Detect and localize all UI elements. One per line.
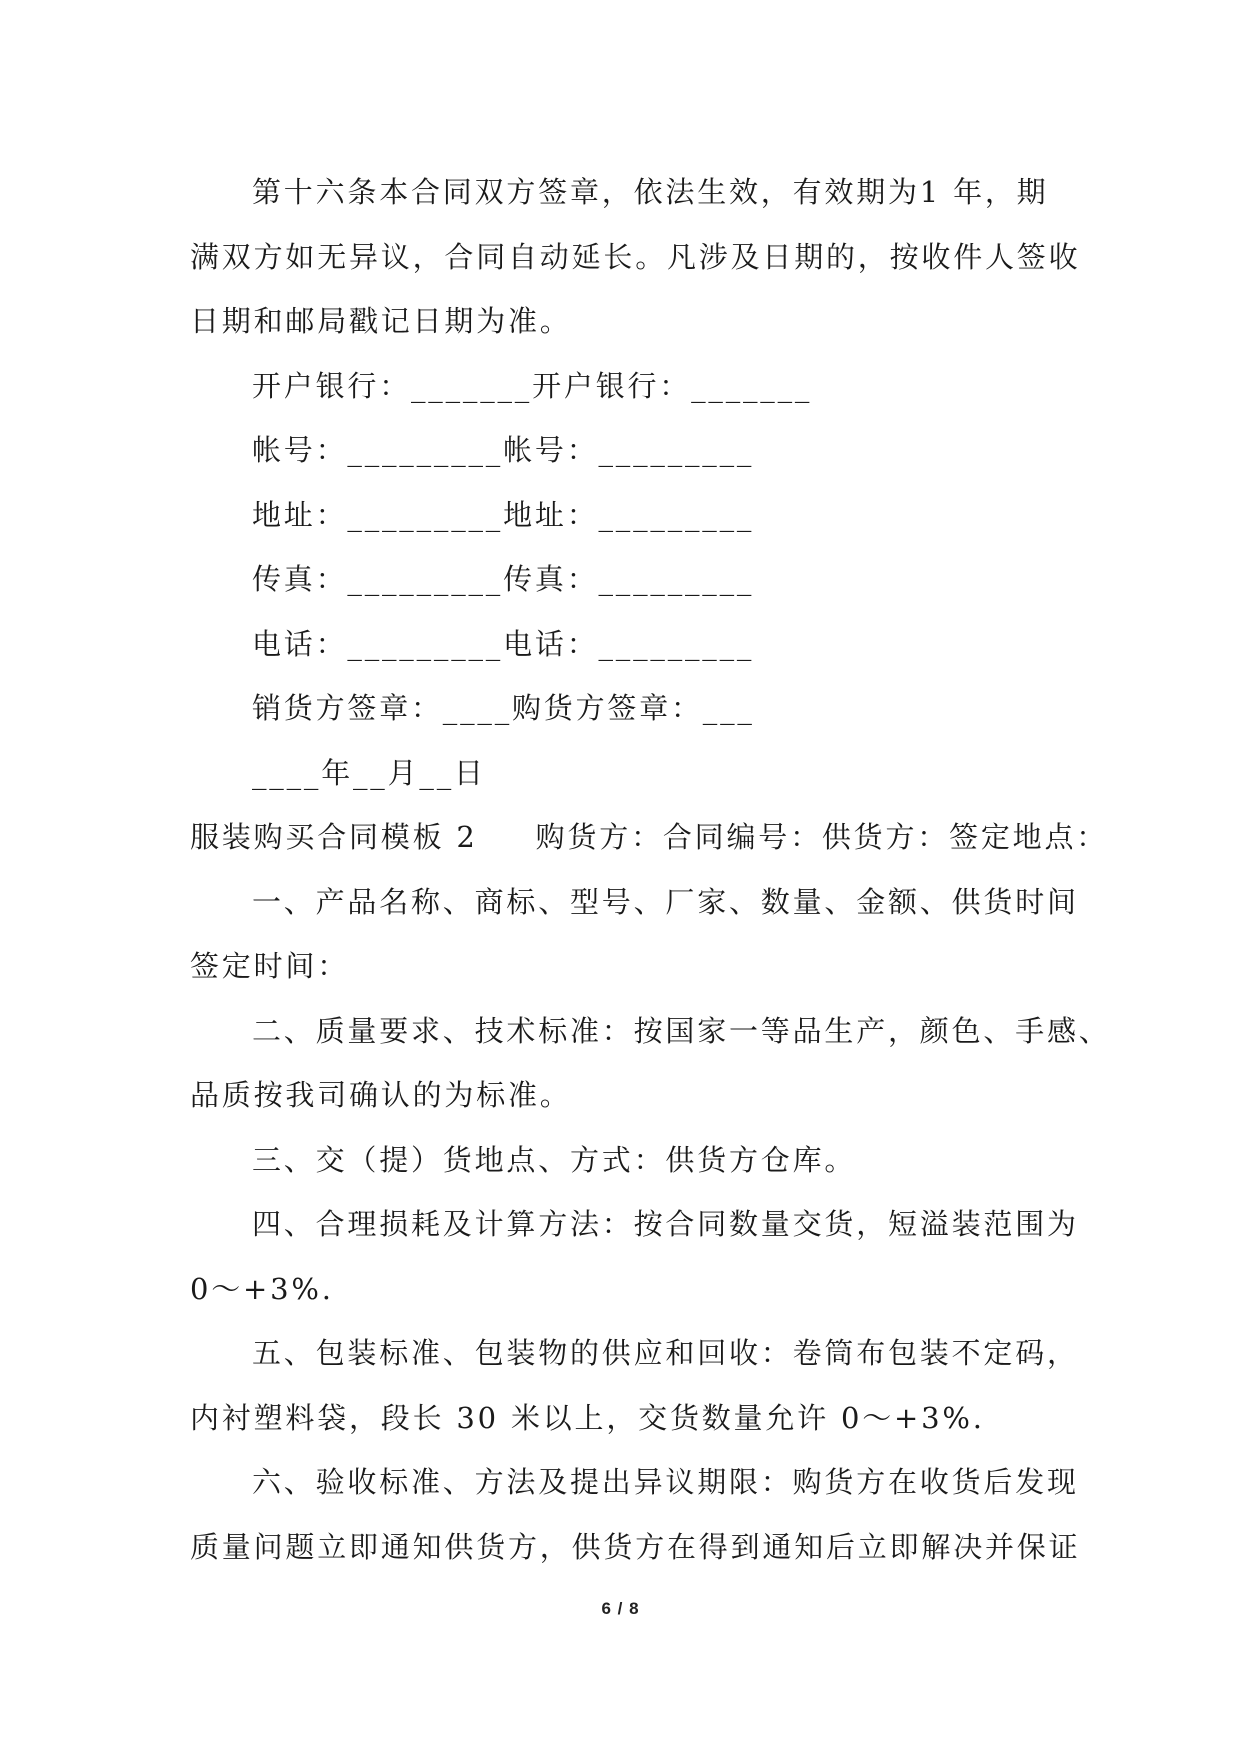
paragraph-line: 一、产品名称、商标、型号、厂家、数量、金额、供货时间 bbox=[252, 884, 1079, 919]
paragraph-line: 签定时间： bbox=[190, 949, 350, 983]
paragraph-line: 内衬塑料袋，段长 30 米以上，交货数量允许 0～+3%. bbox=[190, 1400, 985, 1435]
page-number: 6 / 8 bbox=[601, 1599, 640, 1618]
address-field-line: 地址：_________地址：_________ bbox=[252, 497, 755, 532]
document-body bbox=[190, 160, 1111, 1579]
date-field-line: ____年__月__日 bbox=[252, 755, 486, 790]
paragraph-line: 二、质量要求、技术标准：按国家一等品生产，颜色、手感、 bbox=[252, 1013, 1111, 1048]
paragraph-line: 0～+3%. bbox=[190, 1271, 334, 1306]
paragraph-line: 满双方如无异议，合同自动延长。凡涉及日期的，按收件人签收 bbox=[190, 239, 1081, 274]
fax-field-line: 传真：_________传真：_________ bbox=[252, 562, 755, 596]
phone-field-line: 电话：_________电话：_________ bbox=[252, 626, 755, 661]
account-field-line: 帐号：_________帐号：_________ bbox=[252, 433, 755, 467]
paragraph-line: 五、包装标准、包装物的供应和回收：卷筒布包装不定码， bbox=[252, 1336, 1079, 1370]
paragraph-line: 三、交（提）货地点、方式：供货方仓库。 bbox=[252, 1142, 857, 1177]
paragraph-line: 第十六条本合同双方签章，依法生效，有效期为1 年，期 bbox=[252, 175, 1049, 209]
contract-title: 服装购买合同模板 2 bbox=[190, 820, 478, 854]
paragraph-line: 质量问题立即通知供货方，供货方在得到通知后立即解决并保证 bbox=[190, 1529, 1081, 1564]
paragraph-line: 日期和邮局戳记日期为准。 bbox=[190, 304, 572, 338]
paragraph-line: 四、合理损耗及计算方法：按合同数量交货，短溢装范围为 bbox=[252, 1207, 1079, 1241]
section-heading-line bbox=[190, 805, 1109, 870]
paragraph-line: 六、验收标准、方法及提出异议期限：购货方在收货后发现 bbox=[252, 1465, 1079, 1499]
bank-field-line: 开户银行：_______开户银行：_______ bbox=[252, 368, 813, 403]
signature-field-line: 销货方签章：____购货方签章：___ bbox=[252, 691, 755, 725]
contract-parties: 购货方：合同编号：供货方：签定地点： bbox=[535, 820, 1109, 854]
paragraph-line: 品质按我司确认的为标准。 bbox=[190, 1078, 572, 1112]
